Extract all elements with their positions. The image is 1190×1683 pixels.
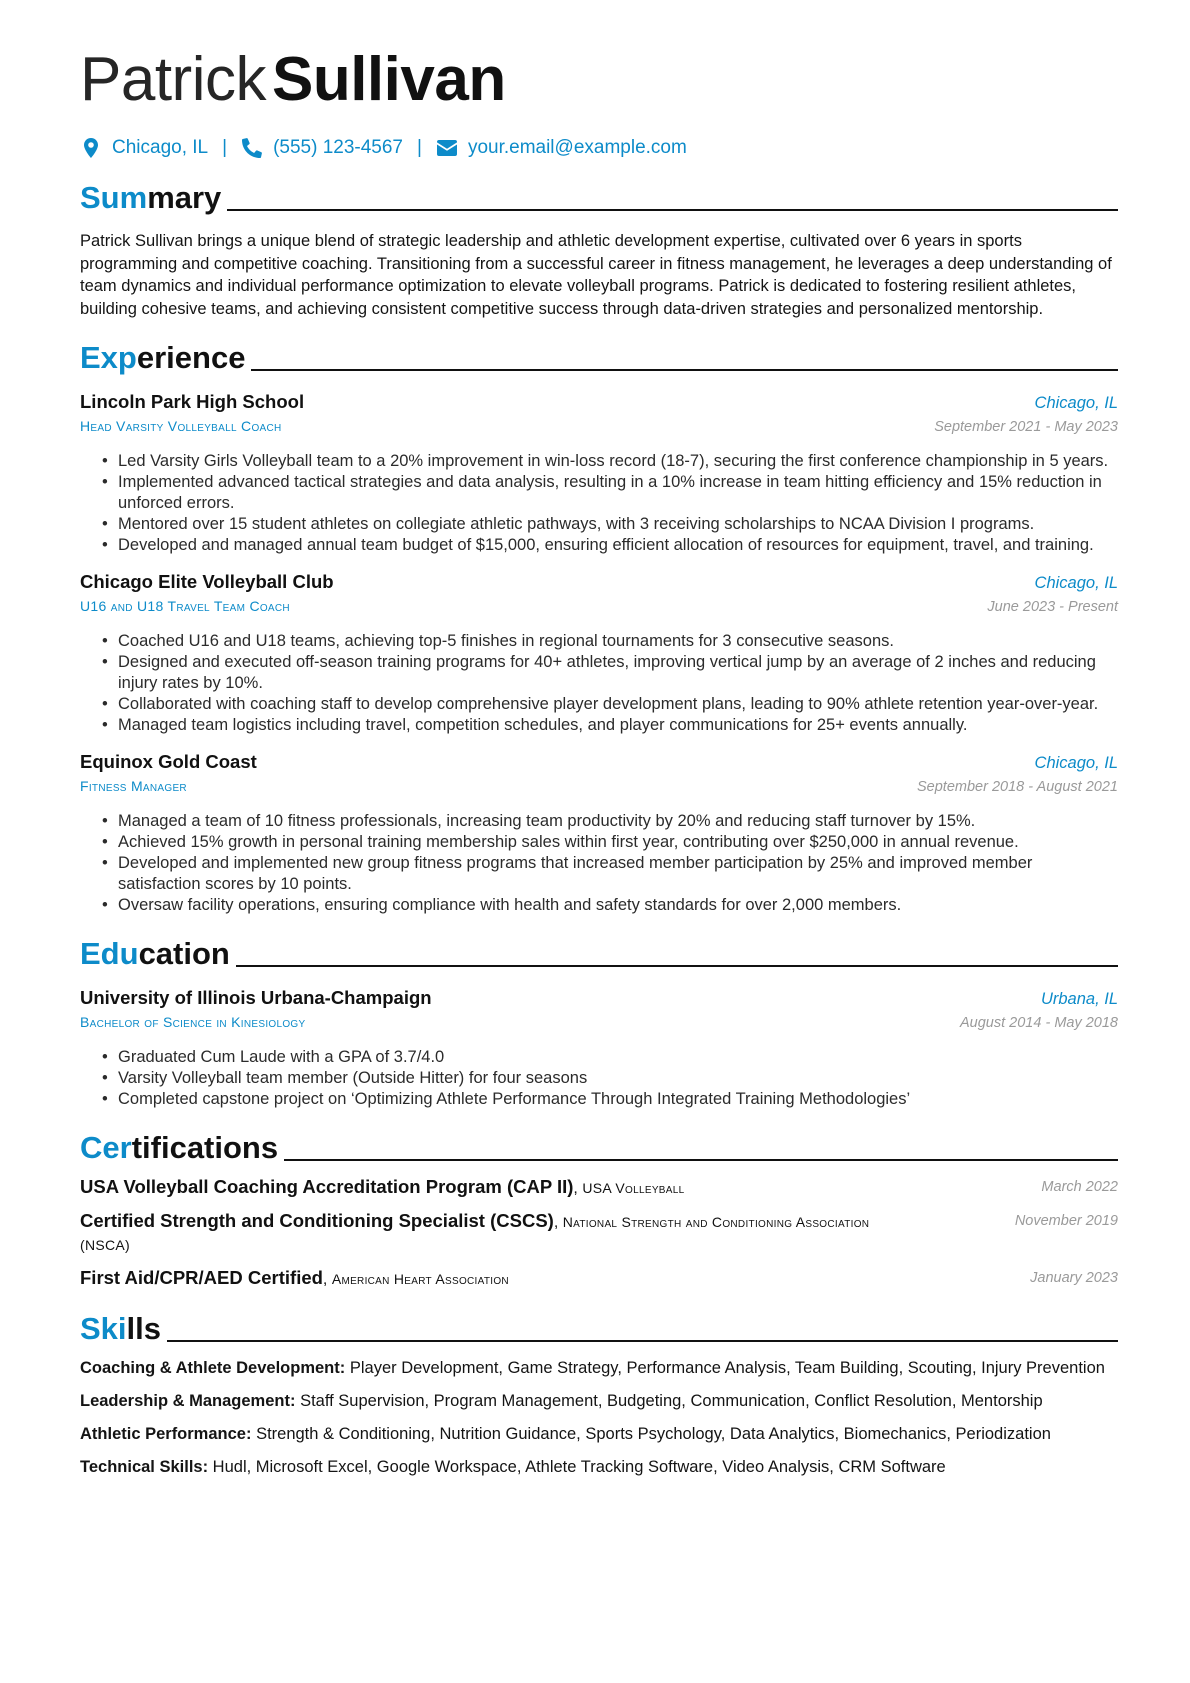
section-title: Experience (80, 340, 246, 375)
skill-category: Technical Skills: (80, 1458, 209, 1476)
skill-category: Leadership & Management: (80, 1392, 296, 1410)
list-item: • Varsity Volleyball team member (Outside Hitter) for four seasons (118, 1068, 1118, 1089)
section-title: Summary (80, 180, 222, 215)
entry-location: Chicago, IL (1034, 394, 1118, 412)
list-item: • Oversaw facility operations, ensuring compliance with health and safety standards for over 2,000 members. (118, 895, 1118, 916)
skill-list: Staff Supervision, Program Management, Budgeting, Communication, Conflict Resolution, Mentorship (300, 1392, 1043, 1410)
candidate-name (80, 44, 1118, 116)
bullet-list (80, 631, 1118, 736)
certification-date: March 2022 (1041, 1179, 1118, 1195)
contact-phone[interactable]: (555) 123-4567 (273, 137, 403, 158)
list-item: • Mentored over 15 student athletes on collegiate athletic pathways, with 3 receiving scholarships to NCAA Division I programs. (118, 514, 1118, 535)
list-item: • Designed and executed off-season training programs for 40+ athletes, improving vertical jump by an average of 2 inches and reducing injury rates by 10%. (118, 652, 1118, 694)
skill-row (80, 1456, 1118, 1479)
envelope-icon (436, 137, 458, 159)
degree-title: Bachelor of Science in Kinesiology (80, 1014, 306, 1030)
list-item: • Implemented advanced tactical strategies and data analysis, resulting in a 10% increase in team hitting efficiency and 15% reduction in unforced errors. (118, 472, 1118, 514)
certifications-heading (80, 1128, 1118, 1166)
school-name: University of Illinois Urbana-Champaign (80, 987, 432, 1008)
education-heading (80, 934, 1118, 972)
entry-date: September 2018 - August 2021 (917, 779, 1118, 795)
list-item: • Completed capstone project on ‘Optimizing Athlete Performance Through Integrated Training Methodologies’ (118, 1089, 1118, 1110)
list-item: • Managed a team of 10 fitness professionals, increasing team productivity by 20% and reducing staff turnover by 15%. (118, 811, 1118, 832)
bullet-list (80, 451, 1118, 556)
list-item: • Achieved 15% growth in personal training membership sales within first year, contributing over $250,000 in annual revenue. (118, 832, 1118, 853)
certification-item: USA Volleyball Coaching Accreditation Program (CAP II), USA Volleyball March 2022 (80, 1176, 1118, 1197)
contact-email[interactable]: your.email@example.com (467, 137, 687, 158)
education-entry (80, 986, 1118, 1110)
location-pin-icon (80, 137, 102, 159)
section-rule (167, 1340, 1118, 1342)
list-item: • Coached U16 and U18 teams, achieving top-5 finishes in regional tournaments for 3 consecutive seasons. (118, 631, 1118, 652)
list-item: • Developed and implemented new group fitness programs that increased member participation by 25% and improved member satisfaction scores by 10 points. (118, 853, 1118, 895)
contact-location: Chicago, IL (112, 137, 209, 158)
bullet-list (80, 1047, 1118, 1110)
certification-date: January 2023 (1030, 1270, 1118, 1286)
summary-heading (80, 178, 1118, 216)
entry-date: August 2014 - May 2018 (960, 1015, 1118, 1031)
employer-name: Chicago Elite Volleyball Club (80, 571, 334, 592)
last-name: Sullivan (271, 45, 506, 114)
experience-entry (80, 390, 1118, 556)
certification-issuer: USA Volleyball (582, 1180, 685, 1196)
resume-page (80, 44, 1118, 1479)
skill-row (80, 1423, 1118, 1446)
job-title: Fitness Manager (80, 778, 187, 794)
certification-name: USA Volleyball Coaching Accreditation Program (CAP II) (80, 1176, 574, 1197)
list-item: • Managed team logistics including travel, competition schedules, and player communications for 25+ events annually. (118, 715, 1118, 736)
certification-issuer: National Strength and Conditioning Association (NSCA) (80, 1214, 870, 1253)
entry-date: June 2023 - Present (987, 599, 1118, 615)
skill-list: Strength & Conditioning, Nutrition Guidance, Sports Psychology, Data Analytics, Biomechanics, Periodization (256, 1425, 1051, 1443)
section-title: Skills (80, 1311, 161, 1346)
skill-row (80, 1357, 1118, 1380)
list-item: • Developed and managed annual team budget of $15,000, ensuring efficient allocation of resources for equipment, travel, and training. (118, 535, 1118, 556)
skill-list: Hudl, Microsoft Excel, Google Workspace, Athlete Tracking Software, Video Analysis, CRM Software (212, 1458, 946, 1476)
section-rule (284, 1159, 1118, 1161)
phone-icon (241, 137, 263, 159)
section-rule (251, 369, 1118, 371)
contact-separator: | (417, 137, 422, 158)
summary-text: Patrick Sullivan brings a unique blend of strategic leadership and athletic development expertise, cultivated over 6 years in sports programming and competitive coaching. Transitioning from a successful career in fitness management, he leverages a deep understanding of team dynamics and individual performance optimization to elevate volleyball programs. Patrick is dedicated to fostering resilient athletes, building cohesive teams, and achieving consistent competitive success through data-driven strategies and personalized mentorship. (80, 232, 1112, 318)
section-title: Certifications (80, 1130, 279, 1165)
certification-date: November 2019 (1014, 1213, 1118, 1229)
experience-entry (80, 750, 1118, 916)
certification-item: Certified Strength and Conditioning Specialist (CSCS), National Strength and Conditioning Association (NSCA) November 2019 (80, 1210, 1118, 1253)
list-item: • Collaborated with coaching staff to develop comprehensive player development plans, leading to 90% athlete retention year-over-year. (118, 694, 1118, 715)
contact-separator: | (222, 137, 228, 158)
skill-row (80, 1390, 1118, 1413)
entry-date: September 2021 - May 2023 (934, 419, 1118, 435)
entry-location: Urbana, IL (1040, 990, 1118, 1008)
certification-name: Certified Strength and Conditioning Specialist (CSCS) (80, 1210, 554, 1231)
section-rule (227, 209, 1118, 211)
entry-location: Chicago, IL (1034, 574, 1118, 592)
certification-item: First Aid/CPR/AED Certified, American Heart Association January 2023 (80, 1267, 1118, 1288)
certification-name: First Aid/CPR/AED Certified (80, 1267, 323, 1288)
list-item: • Graduated Cum Laude with a GPA of 3.7/4.0 (118, 1047, 1118, 1068)
job-title: Head Varsity Volleyball Coach (80, 418, 282, 434)
skill-category: Coaching & Athlete Development: (80, 1359, 346, 1377)
employer-name: Equinox Gold Coast (80, 751, 257, 772)
skills-heading (80, 1309, 1118, 1347)
section-rule (236, 965, 1118, 967)
section-title: Education (80, 936, 230, 971)
experience-heading (80, 338, 1118, 376)
certification-issuer: American Heart Association (331, 1271, 509, 1287)
employer-name: Lincoln Park High School (80, 391, 305, 412)
first-name: Patrick (80, 45, 266, 114)
experience-entry (80, 570, 1118, 736)
skill-list: Player Development, Game Strategy, Performance Analysis, Team Building, Scouting, Injury Prevention (349, 1359, 1105, 1377)
skill-category: Athletic Performance: (80, 1425, 252, 1443)
entry-location: Chicago, IL (1034, 754, 1118, 772)
list-item: • Led Varsity Girls Volleyball team to a 20% improvement in win-loss record (18-7), securing the first conference championship in 5 years. (118, 451, 1118, 472)
job-title: U16 and U18 Travel Team Coach (80, 598, 290, 614)
contact-line (80, 136, 1118, 160)
bullet-list (80, 811, 1118, 916)
